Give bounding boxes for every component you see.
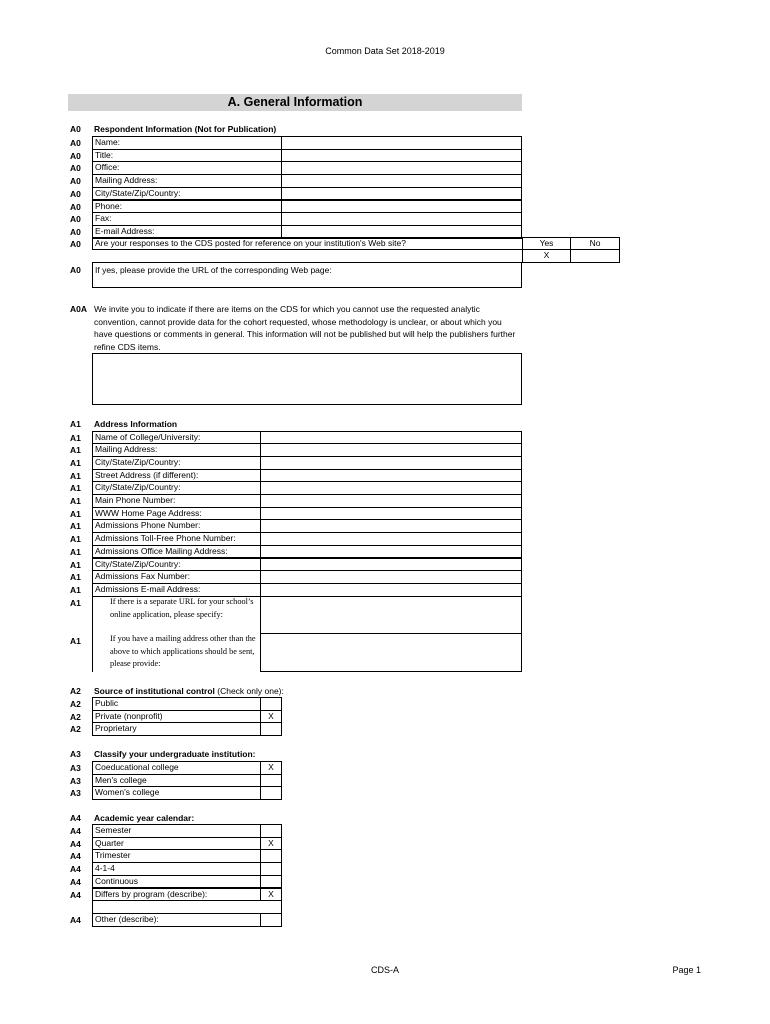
item-code: A0A: [70, 304, 88, 314]
item-code: A4: [70, 838, 81, 849]
option-label: Coeducational college: [92, 761, 261, 775]
option-label: Continuous: [92, 875, 261, 889]
item-code: A4: [70, 813, 81, 823]
field-label: Mailing Address:: [92, 443, 261, 457]
a0a-text: We invite you to indicate if there are items on the CDS for which you cannot use the requested analytic convention, cannot provide data for the cohort requested, whose methodology is unclear, or about which you have questions or comments in general. This information will not be published but will help the publishers further refine CDS items.: [94, 304, 516, 352]
item-code: A4: [70, 889, 81, 900]
item-code: A1: [70, 470, 81, 481]
item-code: A1: [70, 496, 81, 506]
field-label: City/State/Zip/Country:: [92, 187, 282, 201]
describe-field[interactable]: [92, 900, 282, 914]
field-input[interactable]: [260, 494, 522, 508]
field-label: Street Address (if different):: [92, 469, 261, 483]
item-code: A0: [70, 124, 81, 134]
item-code: A4: [70, 876, 81, 887]
field-input[interactable]: [260, 456, 522, 470]
item-code: A0: [70, 214, 81, 225]
field-label: Admissions E-mail Address:: [92, 583, 261, 597]
item-code: A1: [70, 483, 81, 494]
field-input[interactable]: [260, 583, 522, 597]
footer-center: CDS-A: [370, 965, 399, 975]
item-code: A0: [70, 150, 81, 161]
option-label: Quarter: [92, 837, 261, 851]
item-code: A1: [70, 432, 81, 443]
mailing-other-field[interactable]: [260, 633, 522, 672]
a4-heading: Academic year calendar:: [94, 813, 195, 823]
field-label: Name:: [92, 136, 282, 150]
item-code: A3: [70, 749, 81, 759]
field-input[interactable]: [260, 545, 522, 559]
field-label: Fax:: [92, 212, 282, 226]
item-code: A0: [70, 138, 81, 148]
option-label: Differs by program (describe):: [92, 888, 261, 902]
field-label: City/State/Zip/Country:: [92, 558, 261, 572]
option-checkbox[interactable]: [260, 862, 282, 876]
item-code: A1: [70, 572, 81, 583]
a2-heading: Source of institutional control (Check only one):: [94, 686, 284, 696]
field-label: E-mail Address:: [92, 225, 282, 239]
field-input[interactable]: [260, 443, 522, 457]
option-label: 4-1-4: [92, 862, 261, 876]
item-code: A1: [70, 419, 81, 429]
field-input[interactable]: [260, 558, 522, 572]
item-code: A3: [70, 763, 81, 773]
item-code: A1: [70, 584, 81, 595]
field-input[interactable]: [281, 161, 522, 175]
option-label: Private (nonprofit): [92, 710, 261, 724]
item-code: A0: [70, 265, 81, 275]
no-answer-cell[interactable]: [570, 249, 620, 263]
field-label: Name of College/University:: [92, 431, 261, 445]
item-code: A1: [70, 546, 81, 557]
option-checkbox[interactable]: [260, 913, 282, 927]
field-input[interactable]: [260, 431, 522, 445]
item-code: A4: [70, 914, 81, 925]
item-code: A2: [70, 711, 81, 722]
field-label: WWW Home Page Address:: [92, 507, 261, 521]
item-code: A0: [70, 239, 81, 249]
field-label: Admissions Toll-Free Phone Number:: [92, 532, 261, 546]
field-input[interactable]: [260, 481, 522, 495]
field-input[interactable]: [281, 174, 522, 188]
option-checkbox[interactable]: X: [260, 710, 282, 724]
option-label: Public: [92, 697, 261, 711]
field-label: Office:: [92, 161, 282, 175]
no-header: No: [570, 237, 620, 250]
item-code: A1: [70, 559, 81, 570]
option-label: Other (describe):: [92, 913, 261, 927]
item-code: A3: [70, 788, 81, 799]
yes-header: Yes: [522, 237, 571, 250]
field-label: Admissions Fax Number:: [92, 570, 261, 584]
option-checkbox[interactable]: [260, 697, 282, 711]
item-code: A1: [70, 508, 81, 519]
item-code: A0: [70, 163, 81, 174]
item-code: A1: [70, 521, 81, 532]
item-code: A0: [70, 226, 81, 237]
a0-heading: Respondent Information (Not for Publication): [94, 124, 277, 134]
page-header: Common Data Set 2018-2019: [325, 46, 445, 56]
field-input[interactable]: [260, 507, 522, 521]
option-label: Semester: [92, 824, 261, 838]
item-code: A2: [70, 686, 81, 696]
section-title: A. General Information: [68, 94, 522, 111]
item-code: A1: [70, 445, 81, 456]
item-code: A0: [70, 176, 81, 187]
field-label: Phone:: [92, 200, 282, 214]
field-label: Mailing Address:: [92, 174, 282, 188]
item-code: A2: [70, 699, 81, 709]
item-code: A4: [70, 826, 81, 836]
field-label: Title:: [92, 149, 282, 163]
item-code: A2: [70, 724, 81, 735]
item-code: A3: [70, 775, 81, 786]
field-input[interactable]: [260, 469, 522, 483]
field-label: City/State/Zip/Country:: [92, 481, 261, 495]
field-input[interactable]: [281, 149, 522, 163]
field-label: Main Phone Number:: [92, 494, 261, 508]
a1-heading: Address Information: [94, 419, 178, 429]
item-code: A1: [70, 636, 81, 646]
option-label: Men's college: [92, 774, 261, 788]
comments-box[interactable]: [92, 353, 522, 405]
item-code: A1: [70, 534, 81, 545]
field-input[interactable]: [260, 570, 522, 584]
option-checkbox[interactable]: [260, 875, 282, 889]
option-checkbox[interactable]: [260, 774, 282, 788]
field-input[interactable]: [260, 532, 522, 546]
option-label: Women's college: [92, 786, 261, 800]
item-code: A4: [70, 851, 81, 862]
url-prompt-field[interactable]: If yes, please provide the URL of the corresponding Web page:: [92, 262, 522, 288]
online-app-label: If there is a separate URL for your school’s online application, please specify:: [110, 597, 254, 619]
option-checkbox[interactable]: [260, 786, 282, 800]
field-input[interactable]: [281, 187, 522, 201]
field-input[interactable]: [260, 519, 522, 533]
yes-answer-cell[interactable]: X: [522, 249, 571, 263]
item-code: A1: [70, 598, 81, 608]
option-label: Trimester: [92, 849, 261, 863]
option-checkbox[interactable]: X: [260, 761, 282, 775]
field-label: City/State/Zip/Country:: [92, 456, 261, 470]
option-checkbox[interactable]: X: [260, 888, 282, 902]
field-label: Admissions Office Mailing Address:: [92, 545, 261, 559]
option-checkbox[interactable]: [260, 722, 282, 736]
item-code: A1: [70, 457, 81, 468]
field-input[interactable]: [281, 200, 522, 214]
a0-question: Are your responses to the CDS posted for reference on your institution's Web site?: [92, 237, 522, 250]
online-app-url-field[interactable]: [260, 596, 522, 634]
footer-page: Page 1: [672, 965, 701, 975]
option-checkbox[interactable]: [260, 849, 282, 863]
option-label: Proprietary: [92, 722, 261, 736]
item-code: A4: [70, 864, 81, 875]
item-code: A0: [70, 201, 81, 212]
field-input[interactable]: [281, 212, 522, 226]
option-checkbox[interactable]: [260, 824, 282, 838]
option-checkbox[interactable]: X: [260, 837, 282, 851]
a3-heading: Classify your undergraduate institution:: [94, 749, 256, 759]
item-code: A0: [70, 188, 81, 199]
mailing-other-label: If you have a mailing address other than the above to which applications should be sent, please provide:: [110, 634, 256, 668]
field-input[interactable]: [281, 136, 522, 150]
field-label: Admissions Phone Number:: [92, 519, 261, 533]
